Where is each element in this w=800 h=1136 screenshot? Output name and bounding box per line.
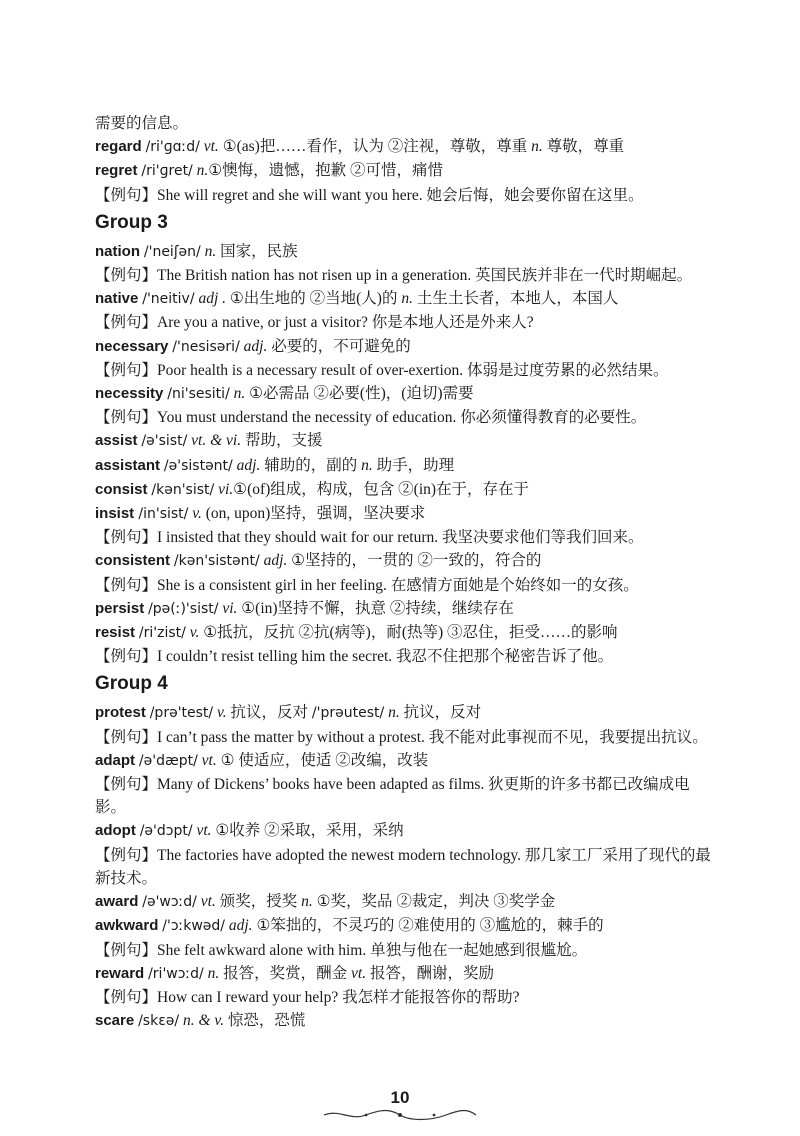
example-sentence: [95, 645, 715, 668]
part-of-speech: n.: [233, 385, 246, 403]
example-tag: 【例句】: [95, 409, 158, 427]
group-heading: Group 3: [95, 211, 168, 233]
example-sentence: [95, 264, 715, 287]
phonetic: /ə'wɔːd/: [142, 894, 197, 911]
phonetic: /pə(ː)'sist/: [148, 600, 219, 617]
example-sentence: [95, 773, 715, 819]
definition: ①坚持的，一贯的 ②一致的，符合的: [287, 552, 542, 570]
example-text: Poor health is a necessary result of over-exertion. 体弱是过度劳累的必然结果。: [157, 361, 669, 379]
example-tag: 【例句】: [95, 941, 158, 959]
example-tag: 【例句】: [95, 776, 158, 794]
part-of-speech: v.: [189, 624, 200, 642]
part-of-speech-secondary: n.: [531, 138, 543, 156]
part-of-speech-secondary: vt.: [351, 964, 367, 982]
example-text: Many of Dickens’ books have been adapted as films. 狄更斯的许多书都已改编成电影。: [95, 776, 690, 817]
vocab-entry: [95, 621, 715, 645]
part-of-speech: vt.: [196, 822, 212, 840]
example-text: She felt awkward alone with him. 单独与他在一起她感到很尴尬。: [157, 941, 588, 959]
definition: ①收养 ②采取，采用，采纳: [211, 822, 404, 840]
vocab-entry: [95, 135, 715, 159]
phonetic: /'neitiv/: [142, 291, 195, 308]
vocab-entry: [95, 890, 715, 914]
headword: necessary: [95, 337, 169, 355]
phonetic: /ri'ɡɑːd/: [145, 139, 200, 156]
part-of-speech: adj.: [263, 552, 288, 570]
example-tag: 【例句】: [95, 186, 158, 204]
definition: 颁奖，授奖: [215, 893, 302, 911]
part-of-speech-secondary: n.: [401, 290, 413, 308]
vocab-entry: [95, 478, 715, 502]
vocab-entry: [95, 502, 715, 526]
vocab-entry: [95, 549, 715, 573]
phonetic: /skεə/: [138, 1013, 180, 1030]
headword: reward: [95, 964, 145, 982]
example-tag: 【例句】: [95, 267, 158, 285]
example-tag: 【例句】: [95, 314, 158, 332]
example-text: The British nation has not risen up in a generation. 英国民族并非在一代时期崛起。: [157, 267, 693, 285]
page-footer: [0, 1088, 800, 1122]
vocab-entry: [95, 914, 715, 938]
phonetic-secondary: /'prəutest/: [311, 705, 385, 722]
part-of-speech: vt. & vi.: [191, 432, 242, 450]
vocab-entry: [95, 749, 715, 773]
footer-ornament-icon: [320, 1108, 480, 1122]
definition: ①(in)坚持不懈，执意 ②持续，继续存在: [237, 599, 514, 617]
example-text: You must understand the necessity of education. 你必须懂得教育的必要性。: [157, 409, 647, 427]
phonetic: /'neiʃən/: [143, 243, 201, 260]
example-text: I insisted that they should wait for our return. 我坚决要求他们等我们回来。: [157, 529, 644, 547]
vocab-entry: [95, 335, 715, 359]
example-text: Are you a native, or just a visitor? 你是本地人还是外来人?: [157, 314, 534, 332]
example-sentence: [95, 844, 715, 890]
vocab-entry: [95, 962, 715, 986]
vocabulary-page: [95, 112, 715, 1033]
part-of-speech: adj.: [228, 917, 253, 935]
phonetic: /ə'sist/: [141, 433, 188, 450]
headword: assistant: [95, 456, 161, 474]
definition: 辅助的，副的: [260, 456, 362, 474]
example-sentence: [95, 406, 715, 429]
phonetic: /ə'dɔpt/: [139, 823, 193, 840]
headword: native: [95, 290, 139, 308]
headword: assist: [95, 432, 138, 450]
vocab-entry: [95, 159, 715, 183]
headword: protest: [95, 704, 146, 722]
phonetic: /ri'zist/: [138, 625, 186, 642]
vocab-entry: [95, 382, 715, 406]
phonetic: /ə'sistənt/: [163, 457, 233, 474]
part-of-speech-secondary: n.: [301, 893, 313, 911]
definition-secondary: 抗议，反对: [399, 704, 482, 722]
example-sentence: [95, 311, 715, 334]
headword: consist: [95, 480, 148, 498]
headword: consistent: [95, 552, 171, 570]
definition: ①抵抗，反抗 ②抗(病等)，耐(热等) ③忍住，拒受……的影响: [199, 624, 618, 642]
example-sentence: [95, 359, 715, 382]
vocab-entry: [95, 287, 715, 311]
definition: 惊恐，恐慌: [224, 1012, 306, 1030]
definition: ①(of)组成，构成，包含 ②(in)在于，存在于: [233, 480, 530, 498]
phonetic: /'ɔːkwəd/: [162, 918, 225, 935]
definition: 抗议，反对: [226, 704, 312, 722]
headword: adapt: [95, 751, 136, 769]
vocab-entry: [95, 429, 715, 453]
definition-secondary: 尊敬，尊重: [542, 138, 625, 156]
part-of-speech: n.: [196, 162, 209, 180]
part-of-speech: vi.: [222, 599, 238, 617]
part-of-speech: v.: [217, 704, 227, 722]
headword: insist: [95, 505, 139, 523]
definition-secondary: 报答，酬谢，奖励: [366, 964, 494, 982]
example-sentence: [95, 939, 715, 962]
example-tag: 【例句】: [95, 576, 158, 594]
definition: 报答，奖赏，酬金: [219, 964, 352, 982]
part-of-speech: v.: [192, 505, 202, 523]
example-text: I can’t pass the matter by without a protest. 我不能对此事视而不见，我要提出抗议。: [157, 728, 708, 746]
definition: 帮助，支援: [241, 432, 323, 450]
definition: (on, upon)坚持，强调，坚决要求: [201, 505, 426, 523]
phonetic: /ni'sesiti/: [167, 386, 230, 403]
example-text: The factories have adopted the newest modern technology. 那几家工厂采用了现代的最新技术。: [95, 846, 711, 887]
definition-secondary: 土生土长者，本地人，本国人: [412, 290, 619, 308]
vocab-entry: [95, 454, 715, 478]
example-sentence: [95, 574, 715, 597]
vocab-entry: [95, 819, 715, 843]
definition: ①(as)把……看作，认为 ②注视，尊敬，尊重: [218, 138, 532, 156]
definition: ① 使适应，使适 ②改编，改装: [216, 751, 429, 769]
headword: nation: [95, 242, 140, 260]
part-of-speech: vt.: [200, 893, 216, 911]
definition: ①出生地的 ②当地(人)的: [226, 290, 402, 308]
definition: ①懊悔，遗憾，抱歉 ②可惜，痛惜: [208, 162, 444, 180]
part-of-speech: vt.: [203, 138, 219, 156]
part-of-speech: adj .: [198, 290, 226, 308]
definition: 国家，民族: [216, 242, 298, 260]
phonetic: /ri'wɔːd/: [148, 965, 204, 982]
headword: scare: [95, 1012, 135, 1030]
example-tag: 【例句】: [95, 728, 158, 746]
vocab-entry: [95, 240, 715, 264]
phonetic: /kən'sistənt/: [173, 553, 260, 570]
vocab-entry: [95, 597, 715, 621]
example-tag: 【例句】: [95, 988, 158, 1006]
part-of-speech: n. & v.: [182, 1012, 225, 1030]
headword: award: [95, 893, 139, 911]
part-of-speech: vt.: [201, 751, 217, 769]
group-heading: Group 4: [95, 673, 168, 695]
headword: persist: [95, 599, 145, 617]
part-of-speech-secondary: n.: [361, 456, 373, 474]
headword: resist: [95, 624, 136, 642]
phonetic: /in'sist/: [138, 506, 189, 523]
example-tag: 【例句】: [95, 648, 158, 666]
phonetic: /ri'ɡret/: [141, 163, 193, 180]
example-text: I couldn’t resist telling him the secret. 我忍不住把那个秘密告诉了他。: [157, 648, 614, 666]
definition-secondary: ①奖，奖品 ②裁定，判决 ③奖学金: [312, 893, 556, 911]
phonetic: /'nesisəri/: [172, 338, 240, 355]
phonetic: /ə'dæpt/: [138, 752, 198, 769]
page-number: 10: [390, 1088, 410, 1107]
part-of-speech: n.: [204, 242, 217, 260]
vocab-entry: [95, 701, 715, 725]
definition: 必要的，不可避免的: [267, 337, 411, 355]
headword: necessity: [95, 385, 164, 403]
part-of-speech: vi.: [218, 480, 234, 498]
headword: adopt: [95, 822, 136, 840]
headword: regard: [95, 138, 142, 156]
phonetic: /prə'test/: [149, 705, 214, 722]
phonetic: /kən'sist/: [151, 481, 215, 498]
part-of-speech: n.: [207, 964, 220, 982]
example-text: She is a consistent girl in her feeling. 在感情方面她是个始终如一的女孩。: [157, 576, 639, 594]
example-sentence: [95, 986, 715, 1009]
part-of-speech-secondary: n.: [388, 704, 400, 722]
text-line: 需要的信息。: [95, 115, 189, 132]
example-text: How can I reward your help? 我怎样才能报答你的帮助?: [157, 988, 520, 1006]
part-of-speech: adj.: [236, 456, 261, 474]
part-of-speech: adj.: [243, 337, 268, 355]
example-text: She will regret and she will want you here. 她会后悔，她会要你留在这里。: [157, 186, 644, 204]
definition: ①笨拙的，不灵巧的 ②难使用的 ③尴尬的，棘手的: [252, 917, 604, 935]
example-tag: 【例句】: [95, 846, 158, 864]
headword: regret: [95, 162, 138, 180]
example-sentence: [95, 526, 715, 549]
example-sentence: [95, 726, 715, 749]
headword: awkward: [95, 917, 159, 935]
vocab-entry: [95, 1009, 715, 1033]
example-tag: 【例句】: [95, 529, 158, 547]
definition: ①必需品 ②必要(性)，(迫切)需要: [245, 385, 474, 403]
example-sentence: [95, 184, 715, 207]
example-tag: 【例句】: [95, 361, 158, 379]
definition-secondary: 助手，助理: [372, 456, 455, 474]
